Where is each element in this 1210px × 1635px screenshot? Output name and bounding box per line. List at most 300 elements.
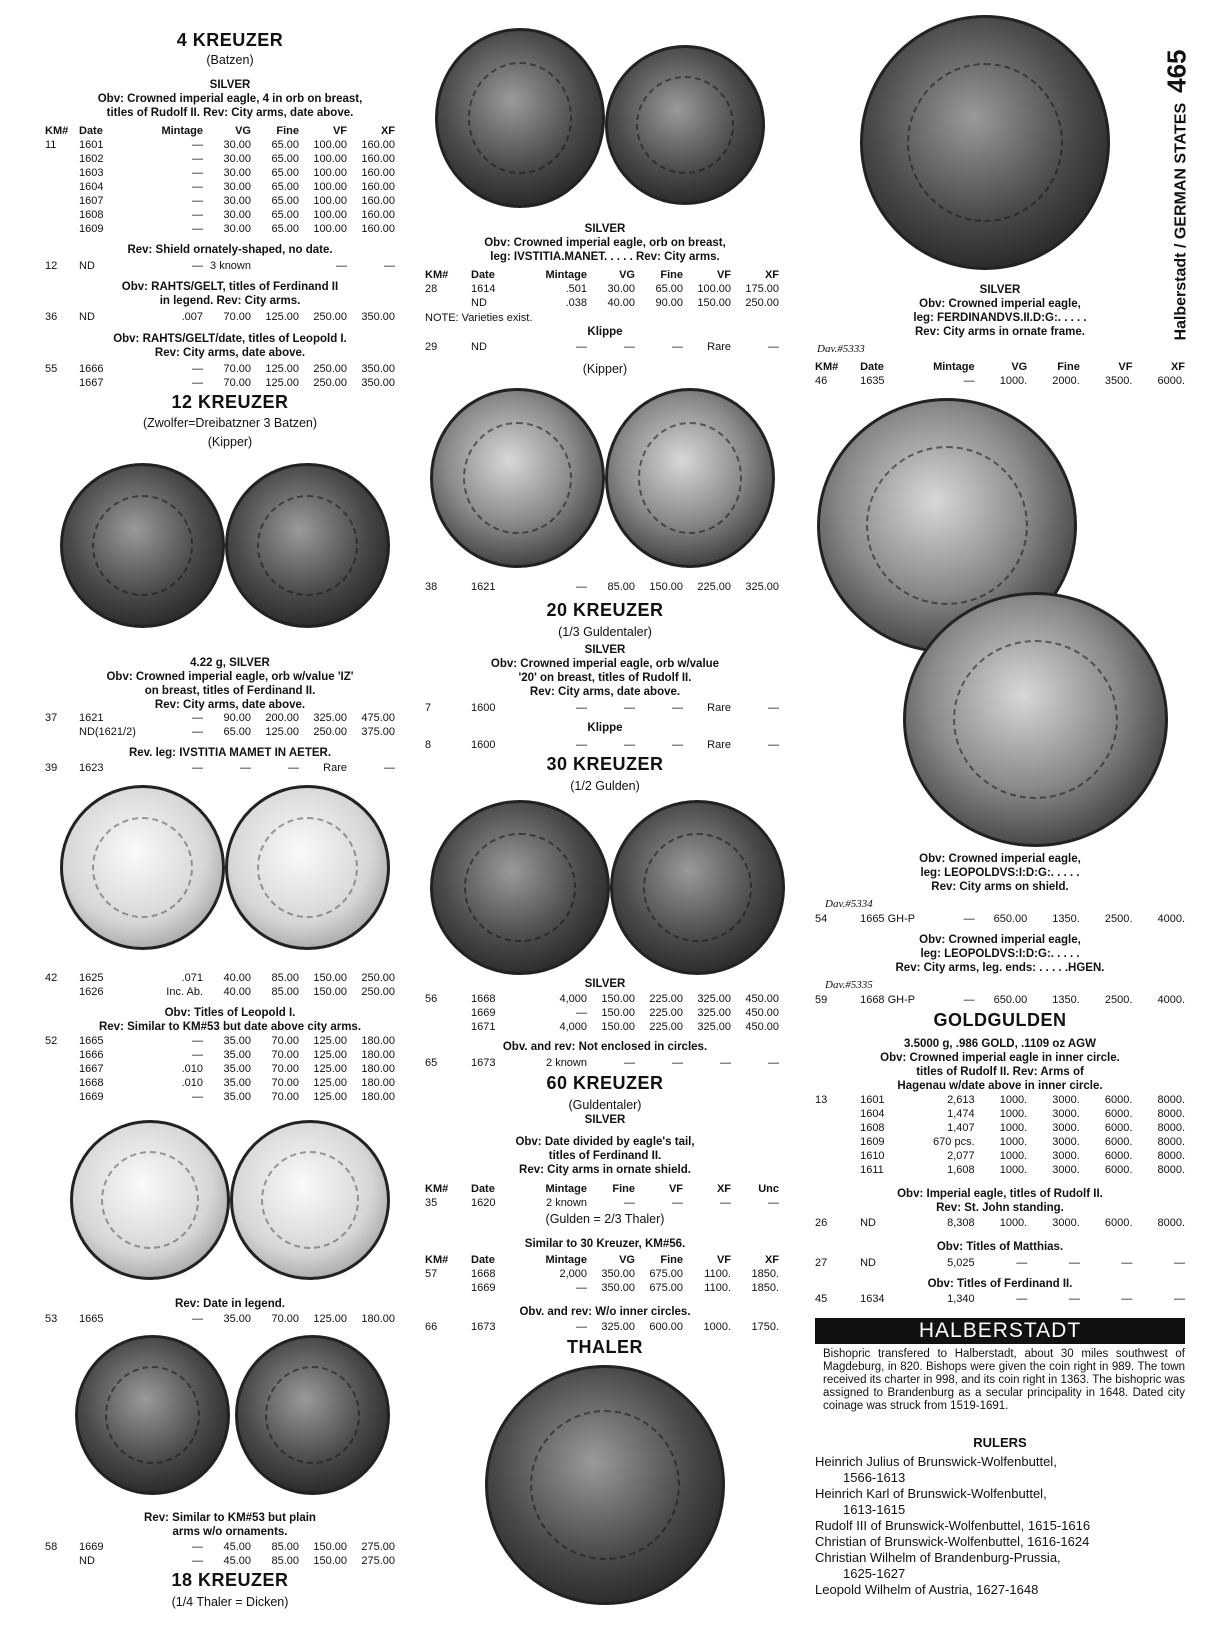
grade-cell: 125.00 bbox=[265, 726, 299, 738]
grade-cell: 350.00 bbox=[361, 363, 395, 375]
col-mintage: Mintage bbox=[161, 125, 203, 137]
km-cell bbox=[425, 1006, 471, 1020]
grade-cell: 70.00 bbox=[223, 363, 251, 375]
mintage-cell: — bbox=[192, 223, 203, 235]
desc-line: on breast, titles of Ferdinand II. bbox=[144, 685, 316, 697]
mintage-cell: — bbox=[192, 363, 203, 375]
table-row bbox=[425, 1281, 785, 1295]
table-row bbox=[45, 376, 415, 390]
description bbox=[815, 933, 1185, 975]
subtitle: (Kipper) bbox=[582, 362, 628, 376]
grade-cell: 3000. bbox=[1052, 1150, 1080, 1162]
grade-cell: 325.00 bbox=[745, 581, 779, 593]
col-mintage: Mintage bbox=[545, 1183, 587, 1195]
desc-line: titles of Ferdinand II. bbox=[548, 1150, 662, 1162]
coin-reverse-image bbox=[235, 1335, 390, 1495]
page-number: 465 bbox=[1161, 49, 1192, 93]
grade-cell: 1350. bbox=[1052, 994, 1080, 1006]
mintage-cell: — bbox=[192, 1049, 203, 1061]
date-cell: 1608 bbox=[79, 209, 104, 221]
km-cell bbox=[45, 152, 79, 166]
grade-cell: 150.00 bbox=[313, 986, 347, 998]
grade-cell: — bbox=[672, 1197, 683, 1209]
grade-cell: 85.00 bbox=[271, 1555, 299, 1567]
grade-cell: 100.00 bbox=[313, 223, 347, 235]
grade-cell: 125.00 bbox=[265, 377, 299, 389]
ruler-item: 1613-1615 bbox=[843, 1502, 906, 1517]
klippe-label: Klippe bbox=[587, 722, 623, 734]
grade-cell: 325.00 bbox=[697, 1021, 731, 1033]
date-cell: 1614 bbox=[471, 283, 496, 295]
km-cell bbox=[45, 1062, 79, 1076]
grade-cell: — bbox=[624, 739, 635, 751]
km-cell: 54 bbox=[815, 913, 828, 925]
date-cell: 1669 bbox=[471, 1007, 496, 1019]
grade-cell: — bbox=[1016, 1257, 1028, 1269]
note: NOTE: Varieties exist. bbox=[425, 312, 533, 324]
mintage-cell: 2 known bbox=[546, 1057, 587, 1069]
grade-cell: 65.00 bbox=[271, 139, 299, 151]
grade-cell: 30.00 bbox=[223, 223, 251, 235]
description: Obv: Titles of Matthias. bbox=[936, 1241, 1064, 1253]
grade-cell: 650.00 bbox=[993, 913, 1028, 925]
grade-cell: 100.00 bbox=[313, 209, 347, 221]
table-rows bbox=[425, 1267, 785, 1295]
grade-cell: 35.00 bbox=[223, 1063, 251, 1075]
mintage-cell: — bbox=[192, 139, 203, 151]
km-cell: 7 bbox=[425, 702, 432, 714]
desc-line: Rev: St. John standing. bbox=[936, 1202, 1064, 1214]
grade-cell: — bbox=[768, 1057, 779, 1069]
grade-cell: 45.00 bbox=[223, 1555, 251, 1567]
grade-cell: 180.00 bbox=[361, 1049, 395, 1061]
col-grade: VF bbox=[668, 1183, 683, 1195]
desc-line: titles of Rudolf II. Rev: Arms of bbox=[916, 1066, 1084, 1078]
history-paragraph: Bishopric transfered to Halberstadt, about 30 miles southwest of Magdeburg, in 820. Bishops were given the coin right in 989. The town received its charter in 998, and its coin right in 1363. The bishopric was assigned to Brandenburg as a secular principality in 1648. Dated city coinage was struck from 1519-1691. bbox=[823, 1348, 1185, 1412]
heading-goldgulden: GOLDGULDEN bbox=[933, 1010, 1067, 1030]
km-cell bbox=[45, 1048, 79, 1062]
km-cell bbox=[815, 1107, 860, 1121]
table-row bbox=[45, 1076, 415, 1090]
km-cell: 59 bbox=[815, 994, 828, 1006]
km-cell bbox=[45, 1554, 79, 1568]
grade-cell: 8000. bbox=[1157, 1094, 1186, 1106]
table-row bbox=[45, 725, 415, 739]
km-cell: 45 bbox=[815, 1293, 828, 1305]
grade-cell: 150.00 bbox=[601, 993, 635, 1005]
grade-cell: 125.00 bbox=[313, 1077, 347, 1089]
description: Obv. and rev: W/o inner circles. bbox=[519, 1306, 691, 1318]
desc-line: Obv: Crowned imperial eagle, orb w/value bbox=[490, 658, 720, 670]
table-rows bbox=[45, 259, 415, 273]
grade-cell: 6000. bbox=[1157, 375, 1186, 387]
table-rows bbox=[425, 701, 785, 715]
grade-cell: — bbox=[384, 260, 395, 272]
grade-cell: — bbox=[624, 702, 635, 714]
grade-cell: — bbox=[1068, 1293, 1080, 1305]
km-cell: 52 bbox=[45, 1035, 58, 1047]
grade-cell: 6000. bbox=[1104, 1122, 1133, 1134]
grade-cell: 150.00 bbox=[697, 297, 731, 309]
grade-cell: 30.00 bbox=[607, 283, 635, 295]
date-cell: ND bbox=[471, 341, 487, 353]
grade-cell: 1000. bbox=[999, 1136, 1028, 1148]
klippe-label: Klippe bbox=[587, 326, 623, 338]
date-cell: 1666 bbox=[79, 1049, 104, 1061]
section-name: Halberstadt / GERMAN STATES bbox=[1172, 102, 1190, 341]
table-row bbox=[45, 1540, 415, 1554]
date-cell: 1673 bbox=[471, 1321, 496, 1333]
grade-cell: 450.00 bbox=[745, 993, 779, 1005]
table-row bbox=[815, 993, 1185, 1007]
coin-reverse-image bbox=[903, 592, 1168, 847]
coin-reverse-image bbox=[225, 785, 390, 950]
grade-cell: 70.00 bbox=[271, 1063, 299, 1075]
km-cell bbox=[425, 296, 471, 310]
grade-cell bbox=[251, 259, 299, 273]
desc-line: Rev: City arms in ornate frame. bbox=[914, 326, 1085, 338]
desc-line: Rev: City arms in ornate shield. bbox=[519, 1164, 691, 1176]
grade-cell: 3 known bbox=[210, 260, 251, 272]
grade-cell: 180.00 bbox=[361, 1313, 395, 1325]
grade-cell: 30.00 bbox=[223, 153, 251, 165]
grade-cell: 225.00 bbox=[649, 993, 683, 1005]
grade-cell: 275.00 bbox=[361, 1555, 395, 1567]
grade-cell: 70.00 bbox=[223, 377, 251, 389]
ruler-item: Christian Wilhelm of Brandenburg-Prussia, bbox=[815, 1550, 1061, 1565]
table-row bbox=[815, 1135, 1185, 1149]
table-rows bbox=[45, 971, 415, 999]
grade-cell: 600.00 bbox=[649, 1321, 683, 1333]
date-cell: 1667 bbox=[79, 1063, 104, 1075]
date-cell: 1666 bbox=[79, 363, 104, 375]
grade-cell: 6000. bbox=[1104, 1136, 1133, 1148]
grade-cell: 3000. bbox=[1052, 1164, 1080, 1176]
mintage-cell: — bbox=[192, 712, 203, 724]
table-rows bbox=[45, 1540, 415, 1568]
table-row bbox=[425, 1196, 785, 1210]
grade-cell: 325.00 bbox=[313, 712, 347, 724]
desc-line: Obv: Crowned imperial eagle, 4 in orb on breast, bbox=[97, 93, 363, 105]
date-cell: ND bbox=[471, 297, 487, 309]
table-rows bbox=[45, 362, 415, 390]
km-cell bbox=[815, 1163, 860, 1177]
desc-line: leg: LEOPOLDVS:I:D:G:. . . . . bbox=[920, 948, 1080, 960]
grade-cell: 125.00 bbox=[265, 363, 299, 375]
halberstadt-banner: HALBERSTADT bbox=[815, 1318, 1185, 1344]
mintage-cell: 4,000 bbox=[559, 1021, 587, 1033]
col-grade: VF bbox=[716, 269, 731, 281]
subtitle: (Gulden = 2/3 Thaler) bbox=[545, 1212, 665, 1226]
table-row bbox=[815, 374, 1185, 388]
col-km: KM# bbox=[425, 1183, 449, 1195]
mintage-cell: 2 known bbox=[546, 1197, 587, 1209]
mintage-cell: 2,000 bbox=[559, 1268, 587, 1280]
grade-cell: 6000. bbox=[1104, 1217, 1133, 1229]
table-row bbox=[815, 1163, 1185, 1177]
table-row bbox=[45, 166, 415, 180]
grade-cell: — bbox=[720, 1057, 731, 1069]
davenport-ref: Dav.#5335 bbox=[825, 979, 873, 991]
table-row bbox=[425, 1006, 785, 1020]
date-cell: 1601 bbox=[860, 1094, 885, 1106]
col-date: Date bbox=[860, 361, 884, 373]
km-cell bbox=[45, 1076, 79, 1090]
date-cell: 1608 bbox=[860, 1122, 885, 1134]
grade-cell: 90.00 bbox=[223, 712, 251, 724]
subtitle: (1/4 Thaler = Dicken) bbox=[171, 1595, 289, 1609]
grade-cell: 35.00 bbox=[223, 1035, 251, 1047]
km-cell: 58 bbox=[45, 1541, 58, 1553]
grade-cell: 70.00 bbox=[271, 1091, 299, 1103]
description: Rev. leg: IVSTITIA MAMET IN AETER. bbox=[128, 747, 332, 759]
coin-obverse-image bbox=[60, 463, 225, 628]
mintage-cell: — bbox=[576, 581, 587, 593]
grade-cell: 100.00 bbox=[313, 153, 347, 165]
desc-line: Rev: City arms, date above. bbox=[529, 686, 681, 698]
grade-cell: Rare bbox=[707, 702, 731, 714]
metal: SILVER bbox=[584, 223, 626, 235]
km-cell bbox=[45, 194, 79, 208]
table-rows bbox=[425, 1320, 785, 1334]
table-row bbox=[45, 1090, 415, 1104]
grade-cell: 350.00 bbox=[601, 1268, 635, 1280]
col-grade: VF bbox=[332, 125, 347, 137]
mintage-cell: — bbox=[576, 1321, 587, 1333]
coin-image bbox=[860, 15, 1110, 270]
grade-cell: 30.00 bbox=[223, 195, 251, 207]
grade-cell: 70.00 bbox=[271, 1049, 299, 1061]
date-cell: 1665 bbox=[79, 1035, 104, 1047]
desc-line: Obv: RAHTS/GELT/date, titles of Leopold I. bbox=[113, 333, 347, 345]
grade-cell: — bbox=[768, 341, 779, 353]
table-row bbox=[45, 1554, 415, 1568]
desc-line: Rev: Similar to KM#53 but date above city arms. bbox=[98, 1021, 362, 1033]
col-grade: XF bbox=[1170, 361, 1186, 373]
description bbox=[425, 236, 785, 264]
ruler-item: Christian of Brunswick-Wolfenbuttel, 1616-1624 bbox=[815, 1534, 1090, 1549]
table-row bbox=[45, 761, 415, 775]
grade-cell: 3000. bbox=[1052, 1136, 1080, 1148]
km-cell: 27 bbox=[815, 1257, 828, 1269]
grade-cell: 125.00 bbox=[313, 1035, 347, 1047]
grade-cell: 85.00 bbox=[607, 581, 635, 593]
table-row bbox=[425, 1020, 785, 1034]
grade-cell: 45.00 bbox=[223, 1541, 251, 1553]
date-cell: 1667 bbox=[79, 377, 104, 389]
grade-cell: 2000. bbox=[1052, 375, 1080, 387]
grade-cell: 180.00 bbox=[361, 1063, 395, 1075]
date-cell: 1604 bbox=[860, 1108, 885, 1120]
table-row bbox=[815, 1216, 1185, 1230]
date-cell: 1625 bbox=[79, 972, 104, 984]
grade-cell: 65.00 bbox=[271, 223, 299, 235]
grade-cell: — bbox=[624, 1197, 635, 1209]
grade-cell: 675.00 bbox=[649, 1282, 683, 1294]
mintage-cell: — bbox=[963, 375, 975, 387]
table-row bbox=[425, 1056, 785, 1070]
table-rows bbox=[815, 374, 1185, 388]
subtitle: (Batzen) bbox=[206, 53, 254, 67]
grade-cell: 8000. bbox=[1157, 1164, 1186, 1176]
km-cell bbox=[815, 1135, 860, 1149]
heading-thaler: THALER bbox=[567, 1337, 643, 1357]
mintage-cell: — bbox=[192, 726, 203, 738]
grade-cell: 3000. bbox=[1052, 1122, 1080, 1134]
grade-cell: 65.00 bbox=[223, 726, 251, 738]
col-grade: VG bbox=[619, 269, 635, 281]
mintage-cell: — bbox=[963, 913, 975, 925]
grade-cell: 65.00 bbox=[271, 181, 299, 193]
description: Rev: Shield ornately-shaped, no date. bbox=[127, 244, 333, 256]
metal: SILVER bbox=[584, 1114, 626, 1126]
desc-line: titles of Rudolf II. Rev: City arms, date above. bbox=[106, 107, 354, 119]
date-cell: 1621 bbox=[471, 581, 496, 593]
davenport-ref: Dav.#5333 bbox=[817, 343, 865, 355]
km-cell bbox=[45, 725, 79, 739]
grade-cell: 6000. bbox=[1104, 1108, 1133, 1120]
grade-cell: 150.00 bbox=[601, 1007, 635, 1019]
grade-cell: 250.00 bbox=[313, 726, 347, 738]
subtitle: (1/3 Guldentaler) bbox=[558, 625, 652, 639]
grade-cell: 8000. bbox=[1157, 1217, 1186, 1229]
col-mintage: Mintage bbox=[545, 269, 587, 281]
mintage-cell: 1,340 bbox=[947, 1293, 975, 1305]
grade-cell: 1350. bbox=[1052, 913, 1080, 925]
description: Rev: Date in legend. bbox=[175, 1298, 285, 1310]
km-cell: 28 bbox=[425, 283, 438, 295]
description bbox=[815, 297, 1185, 339]
desc-line: Obv: Crowned imperial eagle, bbox=[919, 298, 1081, 310]
date-cell: 1604 bbox=[79, 181, 104, 193]
date-cell: 1620 bbox=[471, 1197, 496, 1209]
date-cell: 1668 bbox=[471, 993, 496, 1005]
grade-cell: 2500. bbox=[1104, 913, 1133, 925]
table-row bbox=[45, 222, 415, 236]
metal: SILVER bbox=[979, 284, 1021, 296]
grade-cell: 1000. bbox=[999, 1164, 1028, 1176]
grade-cell: 200.00 bbox=[265, 712, 299, 724]
grade-cell: — bbox=[1068, 1257, 1080, 1269]
grade-cell: 30.00 bbox=[223, 167, 251, 179]
grade-cell: 150.00 bbox=[313, 972, 347, 984]
description bbox=[815, 1037, 1185, 1093]
date-cell: 1669 bbox=[79, 1541, 104, 1553]
date-cell: 1665 bbox=[79, 1313, 104, 1325]
col-mintage: Mintage bbox=[545, 1254, 587, 1266]
ruler-item: 1625-1627 bbox=[843, 1566, 906, 1581]
table-header bbox=[45, 124, 415, 138]
date-cell: 1609 bbox=[79, 223, 104, 235]
grade-cell: — bbox=[1016, 1293, 1028, 1305]
grade-cell: 3000. bbox=[1052, 1217, 1080, 1229]
grade-cell: 8000. bbox=[1157, 1150, 1186, 1162]
metal: 4.22 g, SILVER bbox=[190, 657, 270, 669]
km-cell: 55 bbox=[45, 363, 58, 375]
table-rows bbox=[45, 1034, 415, 1104]
grade-cell: 125.00 bbox=[313, 1313, 347, 1325]
ruler-item: Heinrich Julius of Brunswick-Wolfenbuttel, bbox=[815, 1454, 1057, 1469]
col-grade: XF bbox=[716, 1183, 731, 1195]
grade-cell: 35.00 bbox=[223, 1091, 251, 1103]
table-rows bbox=[425, 282, 785, 310]
mintage-cell: — bbox=[192, 209, 203, 221]
date-cell: 1607 bbox=[79, 195, 104, 207]
date-cell: ND bbox=[79, 1555, 95, 1567]
grade-cell: 350.00 bbox=[361, 311, 395, 323]
table-row bbox=[425, 738, 785, 752]
table-rows bbox=[815, 1292, 1185, 1306]
grade-cell: 30.00 bbox=[223, 209, 251, 221]
grade-cell: 65.00 bbox=[271, 209, 299, 221]
desc-line: leg: FERDINANDVS.II.D:G:. . . . . bbox=[913, 312, 1087, 324]
date-cell: 1610 bbox=[860, 1150, 885, 1162]
grade-cell: 65.00 bbox=[271, 195, 299, 207]
table-rows bbox=[815, 1256, 1185, 1270]
grade-cell: 85.00 bbox=[271, 1541, 299, 1553]
heading-4-kreuzer: 4 KREUZER bbox=[176, 30, 284, 50]
desc-line: Rev: Similar to KM#53 but plain bbox=[144, 1512, 316, 1524]
price-table bbox=[45, 124, 415, 236]
table-rows bbox=[45, 1312, 415, 1326]
km-cell: 38 bbox=[425, 581, 438, 593]
table-row bbox=[45, 362, 415, 376]
table-row bbox=[45, 1062, 415, 1076]
grade-cell: 40.00 bbox=[223, 986, 251, 998]
table-rows bbox=[45, 761, 415, 775]
table-row bbox=[425, 282, 785, 296]
grade-cell: 100.00 bbox=[697, 283, 731, 295]
grade-cell: 1000. bbox=[999, 375, 1028, 387]
table-header bbox=[425, 1253, 785, 1267]
mintage-cell: — bbox=[192, 1555, 203, 1567]
description: Similar to 30 Kreuzer, KM#56. bbox=[524, 1238, 686, 1250]
table-rows bbox=[815, 993, 1185, 1007]
grade-cell: 70.00 bbox=[223, 311, 251, 323]
grade-cell: 8000. bbox=[1157, 1136, 1186, 1148]
col-grade: Fine bbox=[660, 1254, 683, 1266]
grade-cell: — bbox=[768, 739, 779, 751]
col-grade: VG bbox=[619, 1254, 635, 1266]
mintage-cell: 2,613 bbox=[947, 1094, 975, 1106]
table-rows bbox=[425, 738, 785, 752]
desc-line: arms w/o ornaments. bbox=[172, 1526, 288, 1538]
grade-cell: 225.00 bbox=[697, 581, 731, 593]
grade-cell: 100.00 bbox=[313, 195, 347, 207]
date-cell: 1600 bbox=[471, 702, 496, 714]
date-cell: ND bbox=[860, 1217, 876, 1229]
col-km: KM# bbox=[425, 269, 449, 281]
grade-cell: — bbox=[768, 1197, 779, 1209]
grade-cell: 85.00 bbox=[271, 986, 299, 998]
grade-cell: 175.00 bbox=[745, 283, 779, 295]
grade-cell: 4000. bbox=[1157, 913, 1186, 925]
desc-line: Obv: Imperial eagle, titles of Rudolf II. bbox=[897, 1188, 1103, 1200]
km-cell bbox=[45, 376, 79, 390]
mintage-cell: .007 bbox=[181, 311, 203, 323]
col-grade: Fine bbox=[1057, 361, 1080, 373]
grade-cell: 150.00 bbox=[313, 1541, 347, 1553]
date-cell: 1634 bbox=[860, 1293, 885, 1305]
table-rows bbox=[815, 912, 1185, 926]
desc-line: Rev: City arms on shield. bbox=[931, 881, 1069, 893]
mintage-cell: — bbox=[192, 762, 203, 774]
grade-cell: 8000. bbox=[1157, 1108, 1186, 1120]
table-rows bbox=[425, 1196, 785, 1210]
rulers-list bbox=[815, 1454, 1090, 1598]
description bbox=[45, 1006, 415, 1034]
coin-obverse-image bbox=[60, 785, 225, 950]
